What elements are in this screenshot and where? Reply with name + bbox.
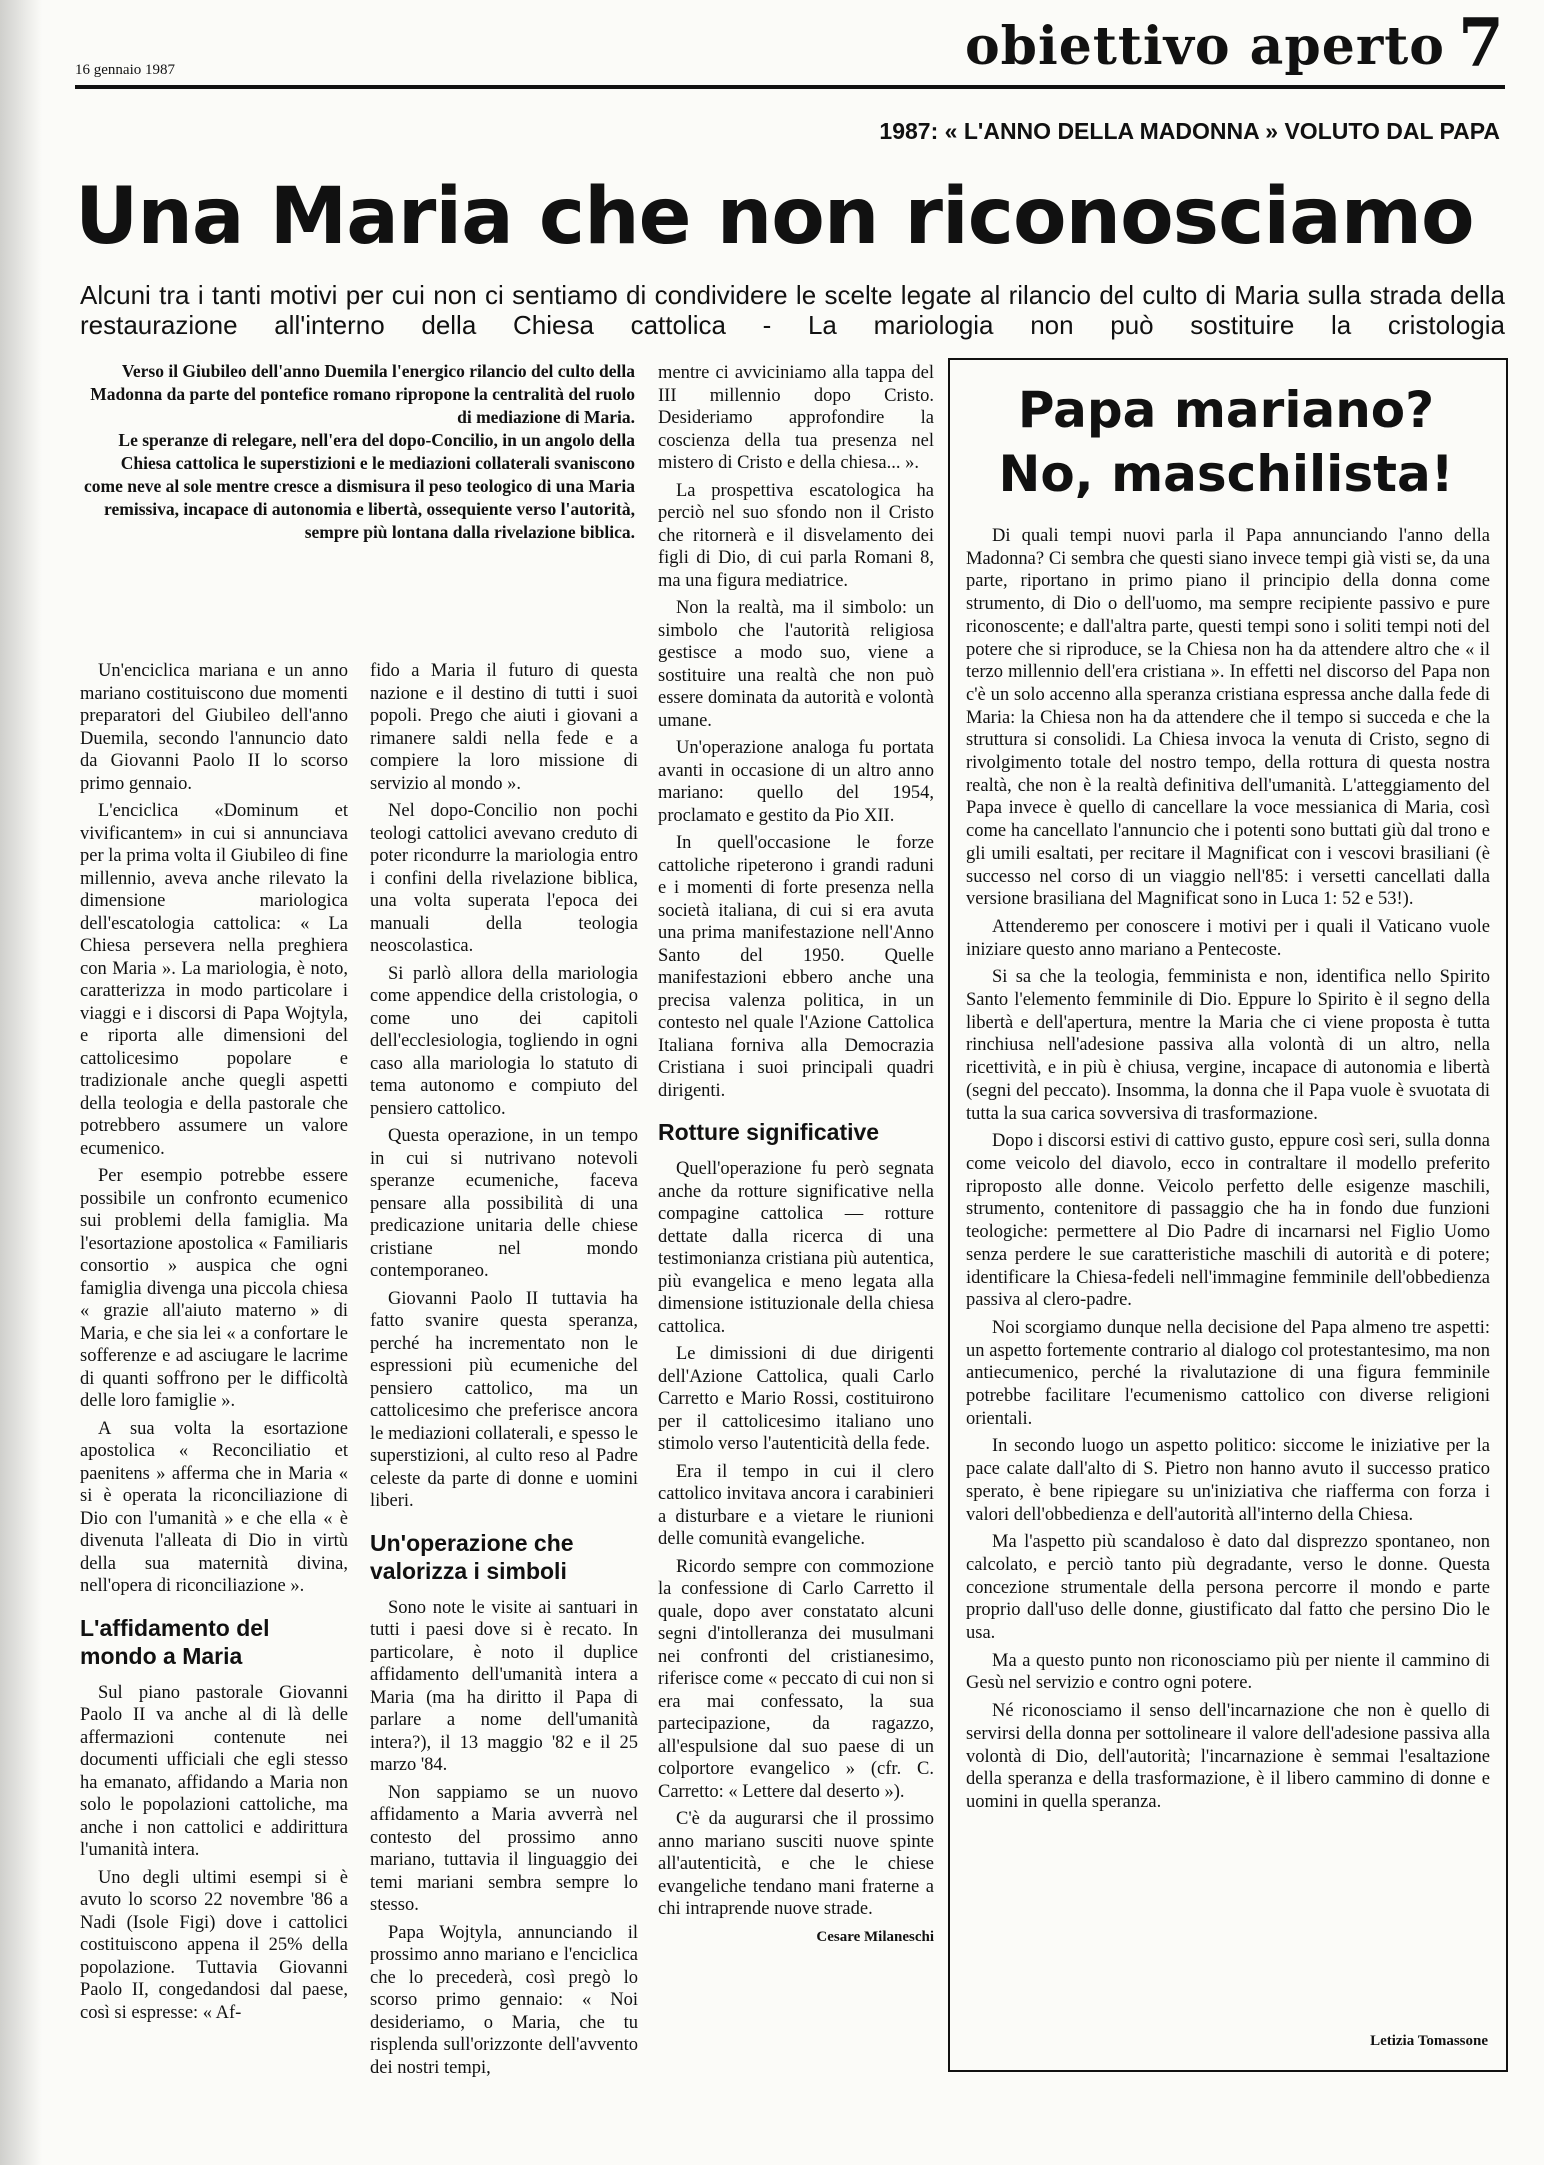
page-number: 7 bbox=[1458, 4, 1504, 82]
section-heading: Rotture significative bbox=[658, 1119, 880, 1145]
sidebar-title-line: No, maschilista! bbox=[998, 445, 1454, 503]
paragraph: Noi scorgiamo dunque nella decisione del Papa almeno tre aspetti: un aspetto fortemente contrario al dialogo col protestantesimo, ma non antiecumenico, perché la rivalutazione di una figura femminile potrebbe facilitare l'ecumenismo cattolico con diverse religioni orientali. bbox=[966, 1317, 1490, 1429]
scan-edge-shadow bbox=[0, 0, 42, 2165]
paragraph: Era il tempo in cui il clero cattolico invitava ancora i carabinieri a disturbare e a vietare le riunioni delle comunità evangeliche. bbox=[658, 1461, 934, 1549]
subheadline: Alcuni tra i tanti motivi per cui non ci sentiamo di condividere le scelte legate al rilancio del culto di Maria sulla strada della restaurazione all'interno della Chiesa cattolica - La mariologia non può sostituire la cristologia bbox=[80, 280, 1505, 340]
paragraph: Sono note le visite ai santuari in tutti i paesi dove si è recato. In particolare, è noto il duplice affidamento dell'umanità intera a Maria (ma ha diritto il Papa di parlare a nome dell'umanità intera?), il 13 maggio '82 e il 25 marzo '84. bbox=[370, 1597, 638, 1775]
paragraph: Si parlò allora della mariologia come appendice della cristologia, o come uno dei capitoli dell'ecclesiologia, togliendo in ogni caso alla mariologia lo statuto di tema autonomo e compiuto del pensiero cattolico. bbox=[370, 963, 638, 1119]
paragraph: Per esempio potrebbe essere possibile un confronto ecumenico sui problemi della famiglia. Ma l'esortazione apostolica « Familiaris consortio » auspica che ogni famiglia divenga una piccola chiesa « grazie all'aiuto materno » di Maria, e che sia lei « a confortare le sofferenze e ad asciugare le lacrime di quanti soffrono per le difficoltà delle loro famiglie ». bbox=[80, 1166, 348, 1411]
paragraph: Non la realtà, ma il simbolo: un simbolo che l'autorità religiosa gestisce a modo suo, viene a sostituire una realtà che non può essere dominata da autorità e volontà umane. bbox=[658, 598, 934, 731]
intro-paragraph: Le speranze di relegare, nell'era del dopo-Concilio, in un angolo della Chiesa cattolica le superstizioni e le mediazioni collaterali svaniscono come neve al sole mentre cresce a dismisura il peso teologico di una Maria remissiva, incapace di autonomia e libertà, ossequiente verso l'autorità, sempre più lontana dalla rivelazione biblica. bbox=[84, 430, 635, 542]
issue-date: 16 gennaio 1987 bbox=[75, 62, 175, 78]
paragraph: Un'operazione analoga fu portata avanti in occasione di un altro anno mariano: quello del 1954, proclamato e gestito da Pio XII. bbox=[658, 738, 934, 826]
header-rule bbox=[75, 85, 1505, 89]
paragraph: mentre ci avviciniamo alla tappa del III millennio dopo Cristo. Desideriamo approfondire la coscienza della tua presenza nel mistero di Cristo e della chiesa... ». bbox=[658, 363, 934, 473]
paragraph: Non sappiamo se un nuovo affidamento a Maria avverrà nel contesto del prossimo anno mariano, tuttavia il linguaggio dei temi mariani sembra sempre lo stesso. bbox=[370, 1782, 638, 1915]
section-masthead: obiettivo aperto bbox=[965, 16, 1445, 77]
article-column-2 bbox=[370, 660, 638, 2084]
paragraph: In quell'occasione le forze cattoliche ripeterono i grandi raduni e i momenti di forte presenza nella società italiana, di cui si era avuta una prima manifestazione nell'Anno Santo del 1950. Quelle manifestazioni ebbero anche una precisa valenza politica, in un contesto nel quale l'Azione Cattolica Italiana forniva alla Democrazia Cristiana i suoi principali quadri dirigenti. bbox=[658, 833, 934, 1101]
paragraph: Giovanni Paolo II tuttavia ha fatto svanire questa speranza, perché ha incrementato non le espressioni più ecumeniche del pensiero cattolico, ma un cattolicesimo che preferisce ancora le mediazioni collaterali, e spesso le superstizioni, al culto reso al Padre celeste da parte di donne e uomini liberi. bbox=[370, 1288, 638, 1511]
paragraph: Ma a questo punto non riconosciamo più per niente il cammino di Gesù nel servizio e contro ogni potere. bbox=[966, 1650, 1490, 1694]
paragraph: C'è da augurarsi che il prossimo anno mariano susciti nuove spinte all'autenticità, e che le chiese evangeliche tendano mani fraterne a chi intraprende nuove strade. bbox=[658, 1809, 934, 1919]
paragraph: Attenderemo per conoscere i motivi per i quali il Vaticano vuole iniziare questo anno mariano a Pentecoste. bbox=[966, 916, 1490, 960]
sidebar-title bbox=[960, 378, 1492, 506]
headline: Una Maria che non riconosciamo bbox=[75, 172, 1474, 262]
sidebar-body bbox=[966, 525, 1490, 1819]
paragraph: Né riconosciamo il senso dell'incarnazione che non è quello di servirsi della donna per sottolineare il valore dell'adesione passiva alla volontà di Dio, dell'autorità; l'incarnazione è semmai l'esaltazione della speranza e della trasformazione, è il libero cammino di donne e uomini in quella speranza. bbox=[966, 1701, 1490, 1812]
paragraph: Di quali tempi nuovi parla il Papa annunciando l'anno della Madonna? Ci sembra che questi siano invece tempi già visti se, da una parte, riportano in primo piano il principio della donna come strumento, di Dio o dell'uomo, ma sempre recipiente passivo e pure riconoscente; e dall'altra parte, questi tempi sono i soliti tempi noti del potere che si riproduce, se la Chiesa non ha da attendere altro che « il terzo millennio dell'era cristiana ». In effetti nel discorso del Papa non c'è un solo accenno alla speranza cristiana espressa anche dalla fede di Maria: la Chiesa non ha da attendere che il tempo si succeda e che la struttura si consolidi. La Chiesa invoca la venuta di Cristo, segno di rivolgimento totale del nostro tempo, della rottura di questa nostra realtà, che non è la realtà definitiva dell'umanità. L'atteggiamento del Papa invece è quello di cancellare la voce messianica di Maria, così come ha cancellato l'annuncio che i potenti sono buttati giù dal trono e gli umili esaltati, per recitare il Magnificat con i vescovi brasiliani (è successo nel corso di un viaggio nell'85: i versetti cancellati dalla versione brasiliana del Magnificat sono in Luca 1: 52 e 53!). bbox=[966, 526, 1490, 910]
article-column-3 bbox=[658, 362, 934, 1948]
section-heading: L'affidamento del mondo a Maria bbox=[80, 1614, 270, 1669]
intro-paragraph: Verso il Giubileo dell'anno Duemila l'energico rilancio del culto della Madonna da parte del pontefice romano ripropone la centralità del ruolo di mediazione di Maria. bbox=[90, 361, 635, 427]
paragraph: L'enciclica «Dominum et vivificantem» in cui si annunciava per la prima volta il Giubileo di fine millennio, aveva anche rilevato la dimensione mariologica dell'escatologia cattolica: « La Chiesa persevera nella preghiera con Maria ». La mariologia, è noto, caratterizza in modo particolare i viaggi e i discorsi di Papa Wojtyla, e riporta alle dimensioni del cattolicesimo popolare e tradizionale anche quegli aspetti della teologia e della pastorale che potrebbero assumere un valore ecumenico. bbox=[80, 801, 348, 1159]
sidebar-author: Letizia Tomassone bbox=[1370, 2033, 1488, 2049]
paragraph: In secondo luogo un aspetto politico: siccome le iniziative per la pace calate dall'alto di S. Pietro non hanno avuto il successo pratico sperato, è bene ripiegare su un'iniziativa che riafferma con forza i valori dell'obbedienza e dell'autorità all'interno della Chiesa. bbox=[966, 1436, 1490, 1525]
paragraph: Papa Wojtyla, annunciando il prossimo anno mariano e l'enciclica che lo precederà, così pregò lo scorso primo gennaio: « Noi desideriamo, o Maria, che tu risplenda sull'orizzonte dell'avvento dei nostri tempi, bbox=[370, 1922, 638, 2078]
paragraph: Sul piano pastorale Giovanni Paolo II va anche al di là delle affermazioni contenute nei documenti ufficiali che egli stesso ha emanato, affidando a Maria non solo le popolazioni cattoliche, ma anche i non cattolici e addirittura l'umanità intera. bbox=[80, 1682, 348, 1860]
sidebar-title-line: Papa mariano? bbox=[1017, 381, 1435, 439]
section-heading: Un'operazione che valorizza i simboli bbox=[370, 1529, 574, 1584]
paragraph: Quell'operazione fu però segnata anche da rotture significative nella compagine cattolica — rotture dettate dalla ricerca di una testimonianza cristiana più autentica, più evangelica e meno legata alla dimensione istituzionale della chiesa cattolica. bbox=[658, 1159, 934, 1337]
paragraph: Dopo i discorsi estivi di cattivo gusto, eppure così seri, sulla donna come veicolo del diavolo, ecco in contraltare il modello preferito riproposto alle donne. Veicolo perfetto delle esigenze maschili, strumento, contenitore di passaggio che ha in fondo due funzioni teologiche: permettere al Dio Padre di incarnarsi nel Figlio Uomo senza perdere le sue caratteristiche maschili di autorità e di potere; identificare la Chiesa-fedeli nell'immagine femminile dell'obbedienza passiva al clero-padre. bbox=[966, 1131, 1490, 1311]
paragraph: fido a Maria il futuro di questa nazione e il destino di tutti i suoi popoli. Prego che aiuti i giovani a rimanere saldi nella fede e a compiere la loro missione di servizio al mondo ». bbox=[370, 661, 638, 794]
paragraph: Ricordo sempre con commozione la confessione di Carlo Carretto il quale, dopo aver constatato alcuni segni d'intolleranza dei musulmani nei confronti del cristianesimo, riferisce come « peccato di cui non si era mai confessato, la sua partecipazione, da ragazzo, all'espulsione dal suo paese di un colportore evangelico » (cfr. C. Carretto: « Lettere dal deserto »). bbox=[658, 1556, 934, 1802]
paragraph: Questa operazione, in un tempo in cui si nutrivano notevoli speranze ecumeniche, faceva pensare alla possibilità di una predicazione unitaria delle chiese cristiane nel mondo contemporaneo. bbox=[370, 1126, 638, 1281]
paragraph: A sua volta la esortazione apostolica « Reconciliatio et paenitens » afferma che in Maria « si è operata la riconciliazione di Dio con l'umanità » e che ella « è divenuta l'alleata di Dio in virtù della sua maternità divina, nell'opera di riconciliazione ». bbox=[80, 1418, 348, 1596]
paragraph: Un'enciclica mariana e un anno mariano costituiscono due momenti preparatori del Giubileo dell'anno Duemila, secondo l'annuncio dato da Giovanni Paolo II lo scorso primo gennaio. bbox=[80, 661, 348, 794]
paragraph: La prospettiva escatologica ha perciò nel suo sfondo non il Cristo che ritornerà e il disvelamento dei figli di Dio, di cui parla Romani 8, ma una figura mediatrice. bbox=[658, 480, 934, 591]
paragraph: Si sa che la teologia, femminista e non, identifica nello Spirito Santo l'elemento femminile di Dio. Eppure lo Spirito è il segno della libertà e dell'apertura, mentre la Maria che ci viene proposta è tutta rinchiusa nell'adesione passiva alla volontà di un altro, nella ricettività, e in più è chiusa, vergine, incapace di autonomia e libertà (segni del peccato). Insomma, la donna che il Papa vuole è svuotata di tutta la sua carica sovversiva di trasformazione. bbox=[966, 967, 1490, 1124]
paragraph: Nel dopo-Concilio non pochi teologi cattolici avevano creduto di poter ricondurre la mariologia entro i confini della rivelazione biblica, una volta superata l'epoca dei manuali della teologia neoscolastica. bbox=[370, 801, 638, 956]
paragraph: Le dimissioni di due dirigenti dell'Azione Cattolica, quali Carlo Carretto e Mario Rossi, costituirono per il cattolicesimo italiano uno stimolo verso l'autenticità della fede. bbox=[658, 1344, 934, 1454]
kicker: 1987: « L'ANNO DELLA MADONNA » VOLUTO DAL PAPA bbox=[879, 118, 1500, 144]
article-column-1 bbox=[80, 660, 348, 2029]
intro-summary bbox=[80, 360, 635, 544]
paragraph: Ma l'aspetto più scandaloso è dato dal disprezzo spontaneo, non calcolato, e perciò tanto più degradante, verso le donne. Questa concezione strumentale della persona percorre il mondo e parte proprio dall'uso delle donne, giustificato dal fatto che persino Dio le usa. bbox=[966, 1532, 1490, 1644]
paragraph: Uno degli ultimi esempi si è avuto lo scorso 22 novembre '86 a Nadi (Isole Figi) dove i cattolici costituiscono appena il 25% della popolazione. Tuttavia Giovanni Paolo II, congedandosi dal paese, così si espresse: « Af- bbox=[80, 1867, 348, 2023]
article-author: Cesare Milaneschi bbox=[816, 1928, 934, 1945]
